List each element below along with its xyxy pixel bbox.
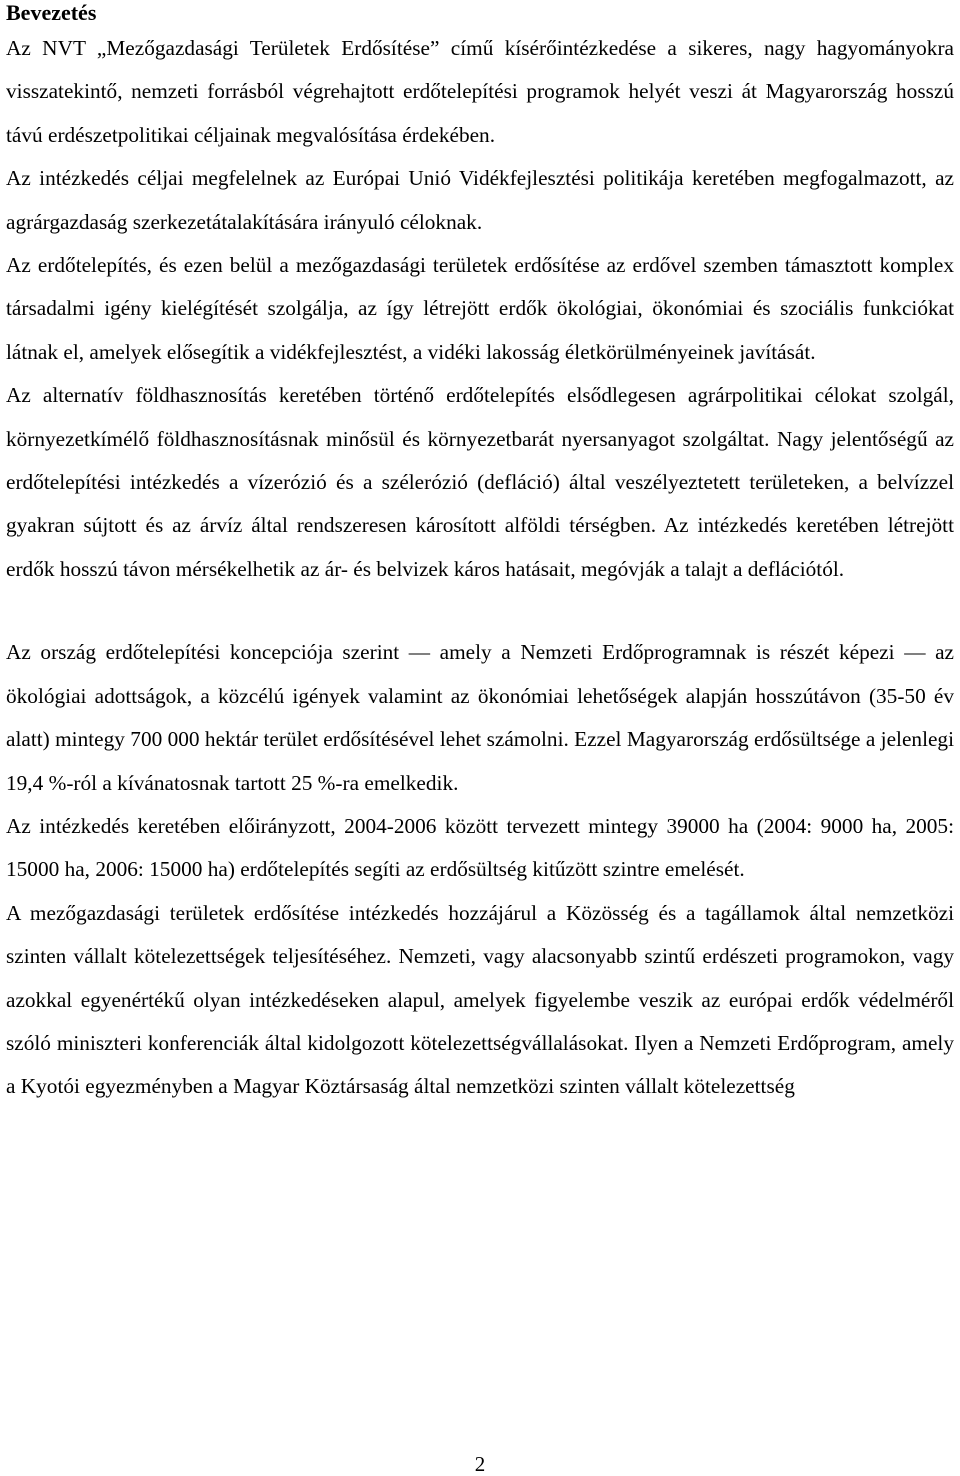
paragraph: A mezőgazdasági területek erdősítése intézkedés hozzájárul a Közösség és a tagállamok által nemzetközi szinten vállalt kötelezettségek teljesítéséhez. Nemzeti, vagy alacsonyabb szintű erdészeti programokon, vagy azokkal egyenértékű olyan intézkedéseken alapul, amelyek figyelembe veszik az európai erdők védelméről szóló miniszteri konferenciák által kidolgozott kötelezettségvállalásokat. Ilyen a Nemzeti Erdőprogram, amely a Kyotói egyezményben a Magyar Köztársaság által nemzetközi szinten vállalt kötelezettség <box>6 900 954 1099</box>
document-page <box>6 0 954 1109</box>
page-number: 2 <box>474 1452 486 1476</box>
section-heading: Bevezetés <box>6 0 97 25</box>
paragraph: Az erdőtelepítés, és ezen belül a mezőgazdasági területek erdősítése az erdővel szemben támasztott komplex társadalmi igény kielégítését szolgálja, az így létrejött erdők ökológiai, ökonómiai és szociális funkciókat látnak el, amelyek elősegítik a vidékfejlesztést, a vidéki lakosság életkörülményeinek javítását. <box>6 253 954 364</box>
paragraph: Az intézkedés céljai megfelelnek az Európai Unió Vidékfejlesztési politikája keretében megfogalmazott, az agrárgazdaság szerkezetátalakítására irányuló céloknak. <box>6 166 954 234</box>
section-1 <box>6 27 954 591</box>
paragraph: Az intézkedés keretében előirányzott, 2004-2006 között tervezett mintegy 39000 ha (2004: 9000 ha, 2005: 15000 ha, 2006: 15000 ha) erdőtelepítés segíti az erdősültség kitűzött szintre emelését. <box>6 813 954 882</box>
section-gap <box>6 591 954 631</box>
paragraph: Az ország erdőtelepítési koncepciója szerint — amely a Nemzeti Erdőprogramnak is részét képezi — az ökológiai adottságok, a közcélú igények valamint az ökonómiai lehetőségek alapján hosszútávon (35-50 év alatt) mintegy 700 000 hektár terület erdősítésével lehet számolni. Ezzel Magyarország erdősültsége a jelenlegi 19,4 %-ról a kívánatosnak tartott 25 %-ra emelkedik. <box>6 640 954 795</box>
section-2 <box>6 631 954 1108</box>
paragraph: Az alternatív földhasznosítás keretében történő erdőtelepítés elsődlegesen agrárpolitikai célokat szolgál, környezetkímélő földhasznosításnak minősül és környezetbarát nyersanyagot szolgáltat. Nagy jelentőségű az erdőtelepítési intézkedés a vízerózió és a szélerózió (defláció) által veszélyeztetett területeken, a belvízzel gyakran sújtott és az árvíz által rendszeresen károsított alföldi térségben. Az intézkedés keretében létrejött erdők hosszú távon mérsékelhetik az ár- és belvizek káros hatásait, megóvják a talajt a deflációtól. <box>6 383 954 581</box>
paragraph: Az NVT „Mezőgazdasági Területek Erdősítése” című kísérőintézkedése a sikeres, nagy hagyományokra visszatekintő, nemzeti forrásból végrehajtott erdőtelepítési programok helyét veszi át Magyarország hosszú távú erdészetpolitikai céljainak megvalósítása érdekében. <box>6 36 954 147</box>
